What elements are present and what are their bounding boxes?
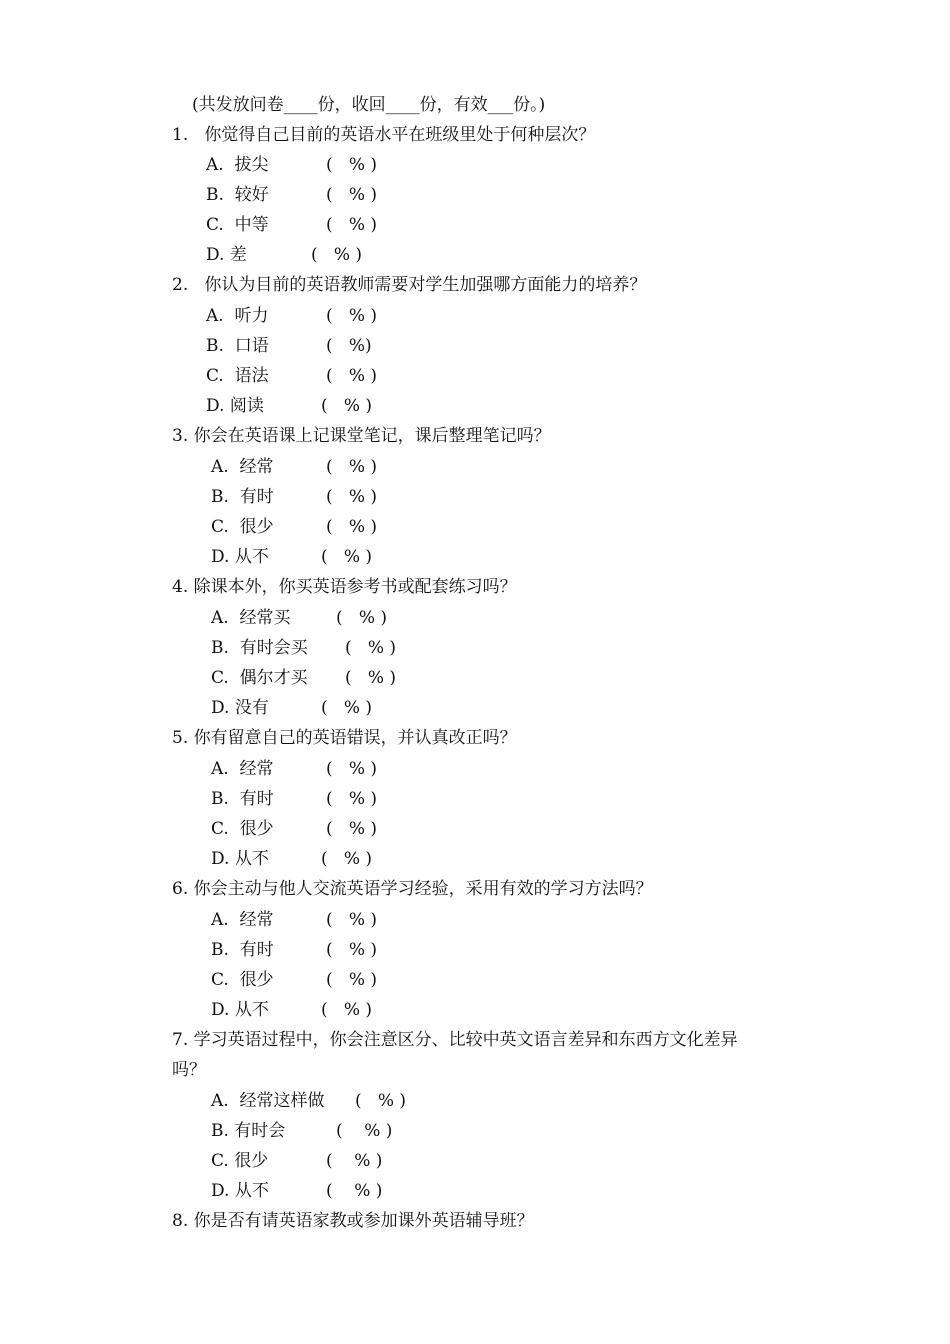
question-5: 5. 你有留意自己的英语错误，并认真改正吗？ [172,728,517,748]
question-2: 2. 你认为目前的英语教师需要对学生加强哪方面能力的培养？ [172,275,647,295]
q4-option-a: A. 经常买 [211,608,291,628]
q6-option-d: D. 从不 [211,1000,269,1020]
question-6: 6. 你会主动与他人交流英语学习经验，采用有效的学习方法吗？ [172,879,653,899]
q4-option-c: C. 偶尔才买 [211,668,308,688]
q2-option-d: D. 阅读 [206,396,264,416]
question-4: 4. 除课本外，你买英语参考书或配套练习吗？ [172,577,517,597]
question-7: 7. 学习英语过程中，你会注意区分、比较中英文语言差异和东西方文化差异 [172,1030,738,1050]
q5-option-b-percent: ( % ) [326,789,378,809]
q3-option-b: B. 有时 [211,487,274,507]
q4-option-a-percent: ( % ) [336,608,388,628]
q5-option-c-percent: ( % ) [326,819,378,839]
q4-option-b-percent: ( % ) [345,638,397,658]
q3-option-d-percent: ( % ) [321,547,373,567]
q3-option-c: C. 很少 [211,517,274,537]
q1-option-d: D. 差 [206,245,247,265]
q6-option-a: A. 经常 [211,910,274,930]
q6-option-b: B. 有时 [211,940,274,960]
q3-option-b-percent: ( % ) [326,487,378,507]
q7-option-c-percent: ( % ) [326,1151,383,1171]
question-8: 8. 你是否有请英语家教或参加课外英语辅导班？ [172,1211,534,1231]
q1-option-a: A. 拔尖 [206,155,269,175]
q4-option-b: B. 有时会买 [211,638,308,658]
q3-option-a: A. 经常 [211,457,274,477]
question-3: 3. 你会在英语课上记课堂笔记，课后整理笔记吗？ [172,426,551,446]
q3-option-c-percent: ( % ) [326,517,378,537]
q1-option-b: B. 较好 [206,185,269,205]
q1-option-c-percent: ( % ) [326,215,378,235]
q4-option-d-percent: ( % ) [321,698,373,718]
q5-option-b: B. 有时 [211,789,274,809]
q4-option-c-percent: ( % ) [345,668,397,688]
q1-option-a-percent: ( % ) [326,155,378,175]
q6-option-c-percent: ( % ) [326,970,378,990]
q2-option-c-percent: ( % ) [326,366,378,386]
q5-option-d: D. 从不 [211,849,269,869]
q6-option-b-percent: ( % ) [326,940,378,960]
q6-option-d-percent: ( % ) [321,1000,373,1020]
q5-option-d-percent: ( % ) [321,849,373,869]
q2-option-b: B. 口语 [206,336,269,356]
q4-option-d: D. 没有 [211,698,269,718]
question-7-continued: 吗？ [172,1060,206,1080]
q7-option-c: C. 很少 [211,1151,269,1171]
q5-option-c: C. 很少 [211,819,274,839]
q7-option-d-percent: ( % ) [326,1181,383,1201]
question-1: 1. 你觉得自己目前的英语水平在班级里处于何种层次？ [172,125,596,145]
q2-option-d-percent: ( % ) [321,396,373,416]
q5-option-a: A. 经常 [211,759,274,779]
q2-option-a-percent: ( % ) [326,306,378,326]
distribution-header: (共发放问卷____份，收回____份，有效___份。) [192,95,546,115]
q2-option-c: C. 语法 [206,366,269,386]
q2-option-b-percent: ( %) [326,336,372,356]
q7-option-b-percent: ( % ) [336,1121,393,1141]
q7-option-a-percent: ( % ) [355,1091,407,1111]
q7-option-d: D. 从不 [211,1181,269,1201]
q1-option-c: C. 中等 [206,215,269,235]
q3-option-a-percent: ( % ) [326,457,378,477]
q6-option-c: C. 很少 [211,970,274,990]
q5-option-a-percent: ( % ) [326,759,378,779]
q6-option-a-percent: ( % ) [326,910,378,930]
q7-option-a: A. 经常这样做 [211,1091,325,1111]
q1-option-b-percent: ( % ) [326,185,378,205]
q1-option-d-percent: ( % ) [311,245,363,265]
q3-option-d: D. 从不 [211,547,269,567]
q2-option-a: A. 听力 [206,306,269,326]
q7-option-b: B. 有时会 [211,1121,286,1141]
